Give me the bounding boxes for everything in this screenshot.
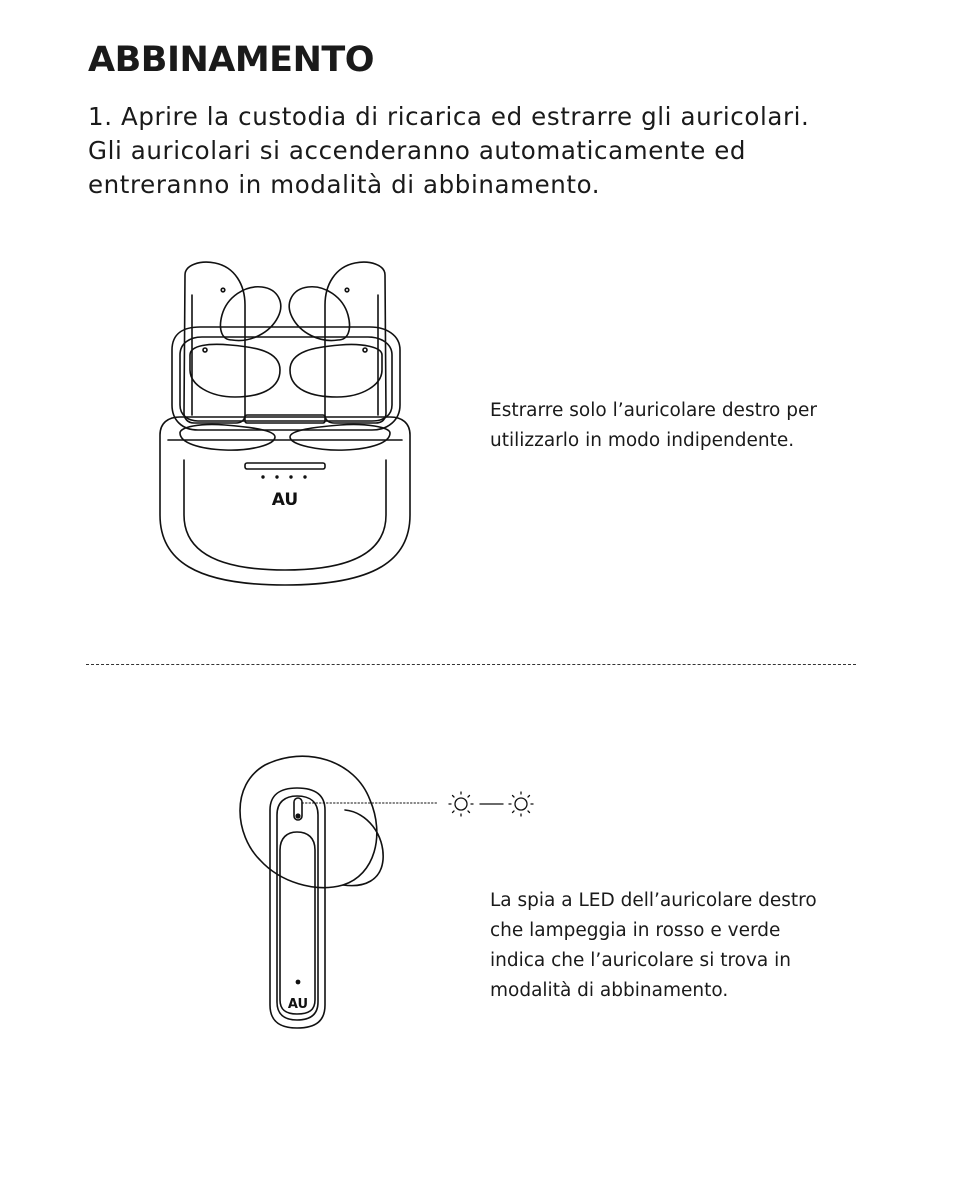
caption-line: modalità di abbinamento. — [490, 980, 729, 1001]
figure2-caption — [490, 886, 817, 1006]
charging-case-illustration — [150, 255, 420, 590]
led-blink-icon — [449, 792, 473, 816]
figure1-caption — [490, 396, 817, 456]
section-divider — [86, 664, 856, 665]
caption-line: che lampeggia in rosso e verde — [490, 920, 781, 941]
caption-line: La spia a LED dell’auricolare destro — [490, 890, 817, 911]
case-logo: AU — [271, 490, 299, 510]
intro-line: entreranno in modalità di abbinamento. — [88, 170, 601, 199]
caption-line: Estrarre solo l’auricolare destro per — [490, 400, 817, 421]
intro-line: 1. Aprire la custodia di ricarica ed estrarre gli auricolari. — [88, 102, 810, 131]
earbud-logo: AU — [287, 997, 309, 1012]
led-blink-icon — [509, 792, 533, 816]
page-title: ABBINAMENTO — [88, 40, 375, 80]
caption-line: indica che l’auricolare si trova in — [490, 950, 792, 971]
intro-line: Gli auricolari si accenderanno automaticamente ed — [88, 136, 747, 165]
intro-text — [88, 100, 888, 202]
caption-line: utilizzarlo in modo indipendente. — [490, 430, 795, 451]
